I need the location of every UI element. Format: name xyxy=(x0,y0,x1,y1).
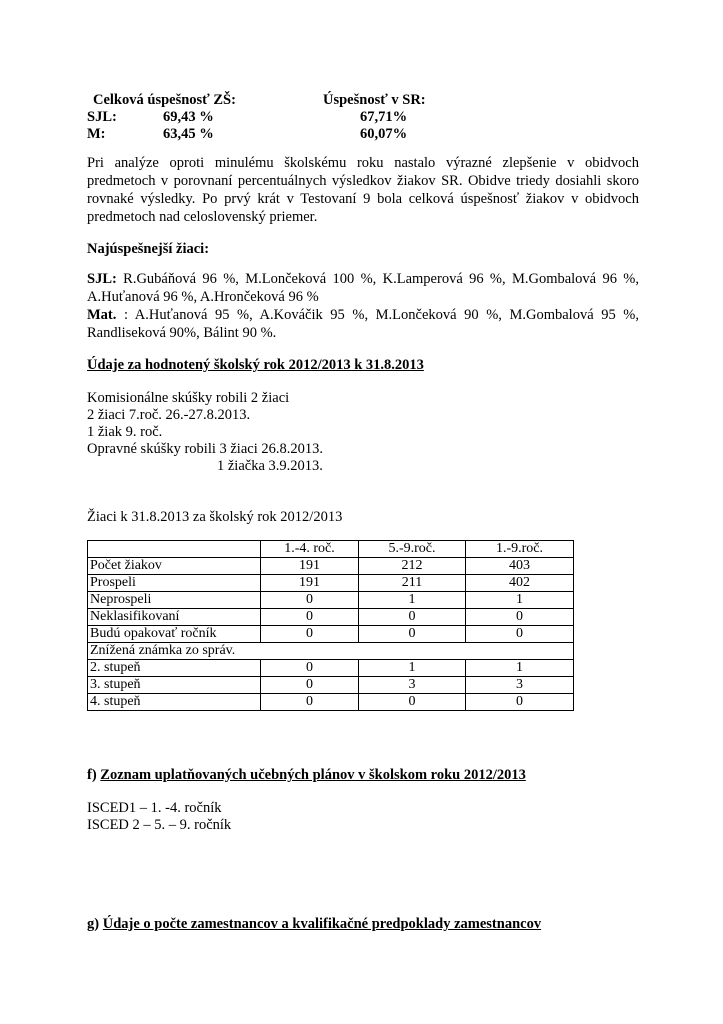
table-cell: 402 xyxy=(466,575,574,592)
mat-label: Mat. xyxy=(87,307,117,323)
table-row xyxy=(88,660,574,677)
school-year-line-1: Komisionálne skúšky robili 2 žiaci xyxy=(87,390,290,406)
table-row xyxy=(88,575,574,592)
table-row xyxy=(88,609,574,626)
isced1-line: ISCED1 – 1. -4. ročník xyxy=(87,800,222,816)
table-cell: 0 xyxy=(359,609,466,626)
table-cell: 191 xyxy=(261,558,359,575)
summary-value-sjl-school: 69,43 % xyxy=(163,109,214,125)
table-cell: 3 xyxy=(359,677,466,694)
table-row xyxy=(88,677,574,694)
table-cell: 0 xyxy=(261,592,359,609)
table-header-cell: 5.-9.roč. xyxy=(359,541,466,558)
summary-header-sr: Úspešnosť v SR: xyxy=(323,92,426,108)
summary-label-m: M: xyxy=(87,126,106,142)
table-cell: 0 xyxy=(466,694,574,711)
school-year-line-4: Opravné skúšky robili 3 žiaci 26.8.2013. xyxy=(87,441,323,457)
isced2-line: ISCED 2 – 5. – 9. ročník xyxy=(87,817,232,833)
table-cell: 211 xyxy=(359,575,466,592)
table-row xyxy=(88,592,574,609)
section-f-prefix: f) xyxy=(87,767,97,783)
best-students-paragraph xyxy=(87,270,639,342)
table-cell: 2. stupeň xyxy=(88,660,261,677)
section-g-prefix: g) xyxy=(87,916,100,932)
table-row xyxy=(88,558,574,575)
table-cell: 0 xyxy=(261,660,359,677)
table-header-cell: 1.-4. roč. xyxy=(261,541,359,558)
table-cell: 1 xyxy=(359,660,466,677)
table-caption: Žiaci k 31.8.2013 za školský rok 2012/2013 xyxy=(87,509,343,525)
table-cell: 0 xyxy=(261,626,359,643)
section-g-heading xyxy=(87,915,541,933)
table-cell: 3. stupeň xyxy=(88,677,261,694)
summary-label-sjl: SJL: xyxy=(87,109,117,125)
school-year-line-2: 2 žiaci 7.roč. 26.-27.8.2013. xyxy=(87,407,251,423)
section-g-title: Údaje o počte zamestnancov a kvalifikačné predpoklady zamestnancov xyxy=(102,916,542,932)
school-year-line-3: 1 žiak 9. roč. xyxy=(87,424,163,440)
sjl-label: SJL: xyxy=(87,271,117,287)
table-header-cell xyxy=(88,541,261,558)
table-cell: Budú opakovať ročník xyxy=(88,626,261,643)
table-cell: 1 xyxy=(466,592,574,609)
table-cell: 191 xyxy=(261,575,359,592)
section-f-heading xyxy=(87,766,526,784)
table-section-row xyxy=(88,643,574,660)
table-cell: Neprospeli xyxy=(88,592,261,609)
table-section-cell: Znížená známka zo správ. xyxy=(88,643,574,660)
table-cell: 0 xyxy=(359,694,466,711)
table-cell: 1 xyxy=(359,592,466,609)
summary-header-school: Celková úspešnosť ZŠ: xyxy=(93,92,236,108)
table-cell: 212 xyxy=(359,558,466,575)
table-header-row xyxy=(88,541,574,558)
table-header-cell: 1.-9.roč. xyxy=(466,541,574,558)
table-row xyxy=(88,694,574,711)
table-cell: Neklasifikovaní xyxy=(88,609,261,626)
table-cell: 0 xyxy=(261,694,359,711)
table-cell: 0 xyxy=(261,609,359,626)
table-cell: 0 xyxy=(466,609,574,626)
summary-value-m-school: 63,45 % xyxy=(163,126,214,142)
table-cell: 3 xyxy=(466,677,574,694)
school-year-line-5: 1 žiačka 3.9.2013. xyxy=(217,458,323,474)
table-cell: 1 xyxy=(466,660,574,677)
analysis-paragraph: Pri analýze oproti minulému školskému roku nastalo výrazné zlepšenie v obidvoch predmetoch v porovnaní percentuálnych výsledkov žiakov SR. Obidve triedy dosiahli skoro rovnaké výsledky. Po prvý krát v Testovaní 9 bola celková úspešnosť žiakov v obidvoch predmetoch nad celoslovenský priemer. xyxy=(87,155,639,225)
best-students-heading: Najúspešnejší žiaci: xyxy=(87,241,210,257)
summary-value-m-sr: 60,07% xyxy=(360,126,408,142)
table-cell: 403 xyxy=(466,558,574,575)
table-cell: 4. stupeň xyxy=(88,694,261,711)
sjl-students: R.Gubáňová 96 %, M.Lončeková 100 %, K.Lamperová 96 %, M.Gombalová 96 %, A.Huťanová 96 %, A.Hrončeková 96 % xyxy=(87,271,639,305)
table-cell: 0 xyxy=(466,626,574,643)
section-f-title: Zoznam uplatňovaných učebných plánov v školskom roku 2012/2013 xyxy=(100,767,526,783)
table-cell: 0 xyxy=(261,677,359,694)
table-cell: Počet žiakov xyxy=(88,558,261,575)
school-year-heading: Údaje za hodnotený školský rok 2012/2013 k 31.8.2013 xyxy=(87,357,424,373)
mat-students: : A.Huťanová 95 %, A.Kováčik 95 %, M.Lončeková 90 %, M.Gombalová 95 %, Randliseková 90%, Bálint 90 %. xyxy=(87,307,639,341)
table-cell: Prospeli xyxy=(88,575,261,592)
table-cell: 0 xyxy=(359,626,466,643)
table-row xyxy=(88,626,574,643)
results-table xyxy=(87,540,574,711)
summary-value-sjl-sr: 67,71% xyxy=(360,109,408,125)
